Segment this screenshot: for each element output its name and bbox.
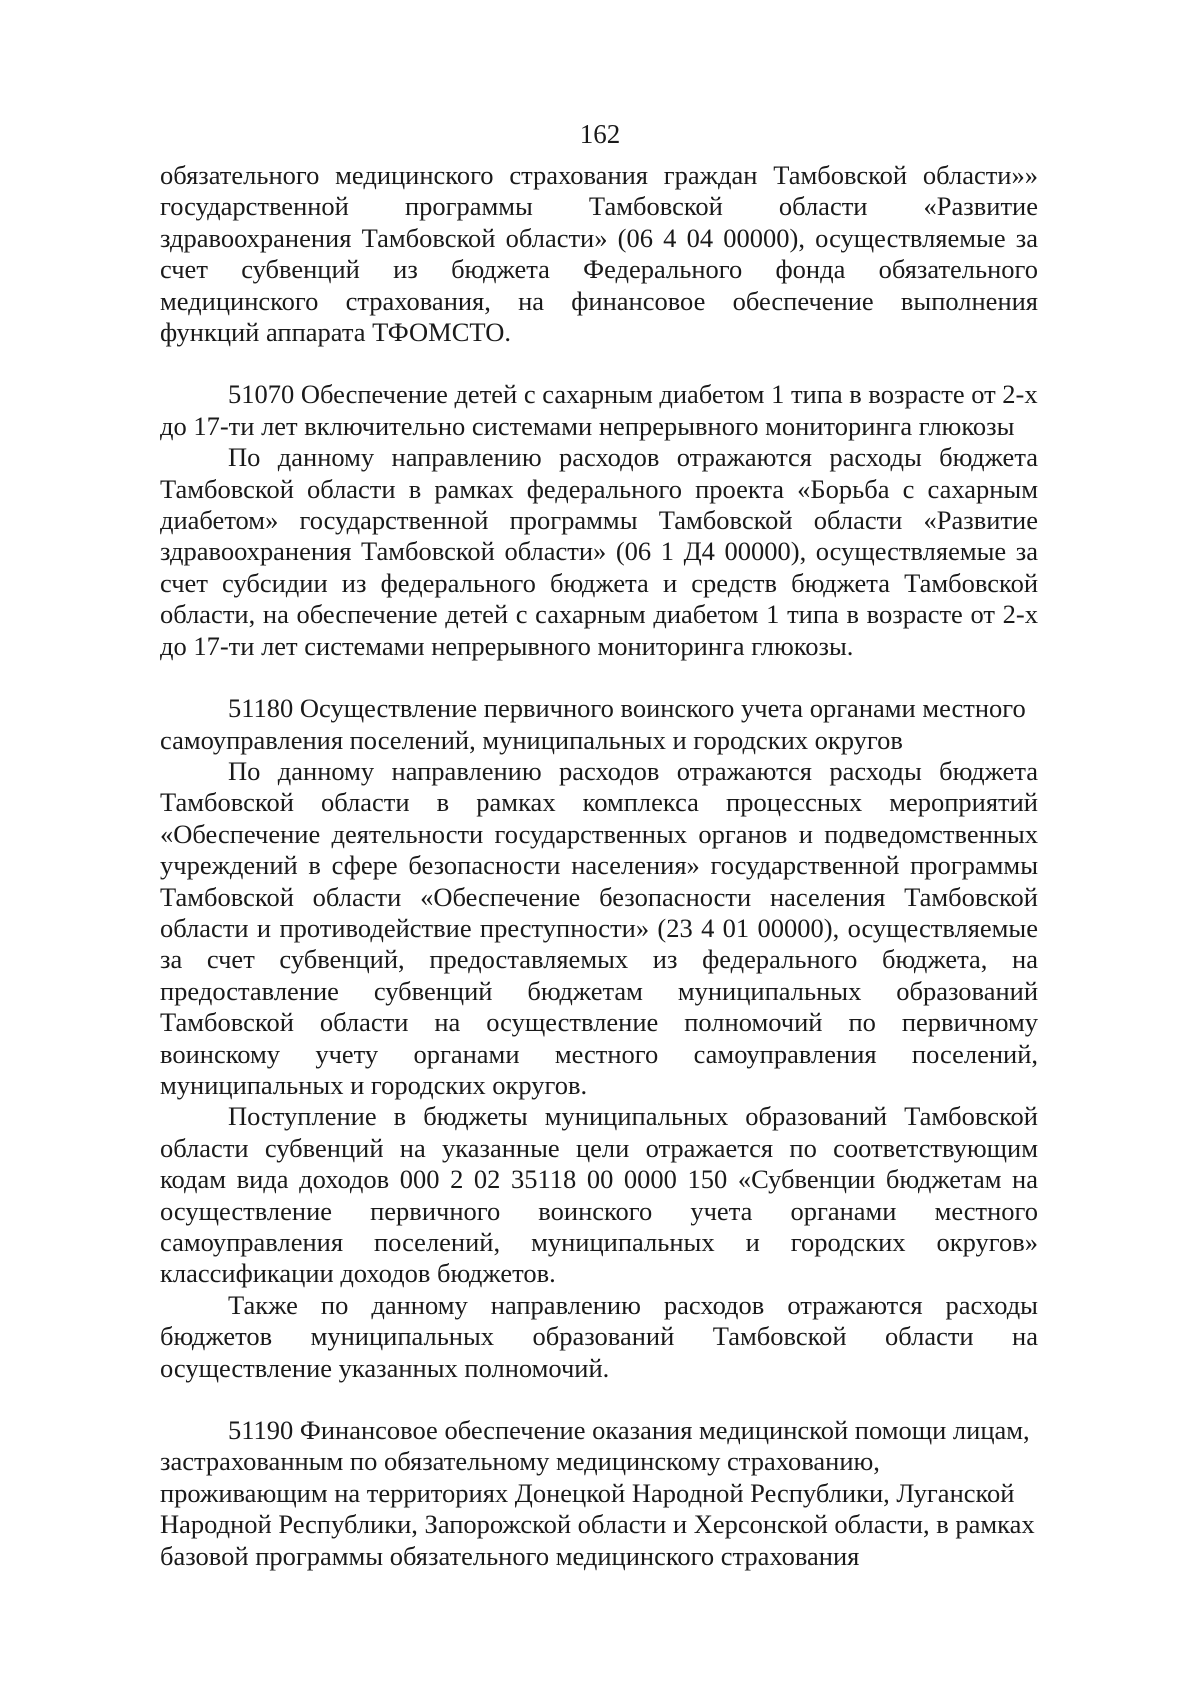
document-body [160,160,1038,1572]
section-heading-51070: 51070 Обеспечение детей с сахарным диабетом 1 типа в возрасте от 2-х до 17-ти лет включительно системами непрерывного мониторинга глюкозы [160,379,1038,441]
paragraph-51180-revenue: Поступление в бюджеты муниципальных образований Тамбовской области субвенций на указанные цели отражается по соответствующим кодам вида доходов 000 2 02 35118 00 0000 150 «Субвенции бюджетам на осуществление первичного воинского учета органами местного самоуправления поселений, муниципальных и городских округов» классификации доходов бюджетов. [160,1101,1038,1289]
paragraph-51180-municipal: Также по данному направлению расходов отражаются расходы бюджетов муниципальных образований Тамбовской области на осуществление указанных полномочий. [160,1289,1038,1383]
paragraph-51180-body: По данному направлению расходов отражаются расходы бюджета Тамбовской области в рамках комплекса процессных мероприятий «Обеспечение деятельности государственных органов и подведомственных учреждений в сфере безопасности населения» государственной программы Тамбовской области «Обеспечение безопасности населения Тамбовской области и противодействие преступности» (23 4 01 00000), осуществляемые за счет субвенций, предоставляемых из федерального бюджета, на предоставление субвенций бюджетам муниципальных образований Тамбовской области на осуществление полномочий по первичному воинскому учету органами местного самоуправления поселений, муниципальных и городских округов. [160,755,1038,1100]
paragraph-continuation: обязательного медицинского страхования граждан Тамбовской области»» государственной программы Тамбовской области «Развитие здравоохранения Тамбовской области» (06 4 04 00000), осуществляемые за счет субвенций из бюджета Федерального фонда обязательного медицинского страхования, на финансовое обеспечение выполнения функций аппарата ТФОМСТО. [160,160,1038,348]
section-heading-51190: 51190 Финансовое обеспечение оказания медицинской помощи лицам, застрахованным по обязательному медицинскому страхованию, проживающим на территориях Донецкой Народной Республики, Луганской Народной Республики, Запорожской области и Херсонской области, в рамках базовой программы обязательного медицинского страхования [160,1415,1035,1571]
section-heading-51180: 51180 Осуществление первичного воинского учета органами местного самоуправления поселений, муниципальных и городских округов [160,693,1026,755]
paragraph-51070-body: По данному направлению расходов отражаются расходы бюджета Тамбовской области в рамках федерального проекта «Борьба с сахарным диабетом» государственной программы Тамбовской области «Развитие здравоохранения Тамбовской области» (06 1 Д4 00000), осуществляемые за счет субсидии из федерального бюджета и средств бюджета Тамбовской области, на обеспечение детей с сахарным диабетом 1 типа в возрасте от 2-х до 17-ти лет системами непрерывного мониторинга глюкозы. [160,442,1038,661]
page-number: 162 [579,119,621,149]
